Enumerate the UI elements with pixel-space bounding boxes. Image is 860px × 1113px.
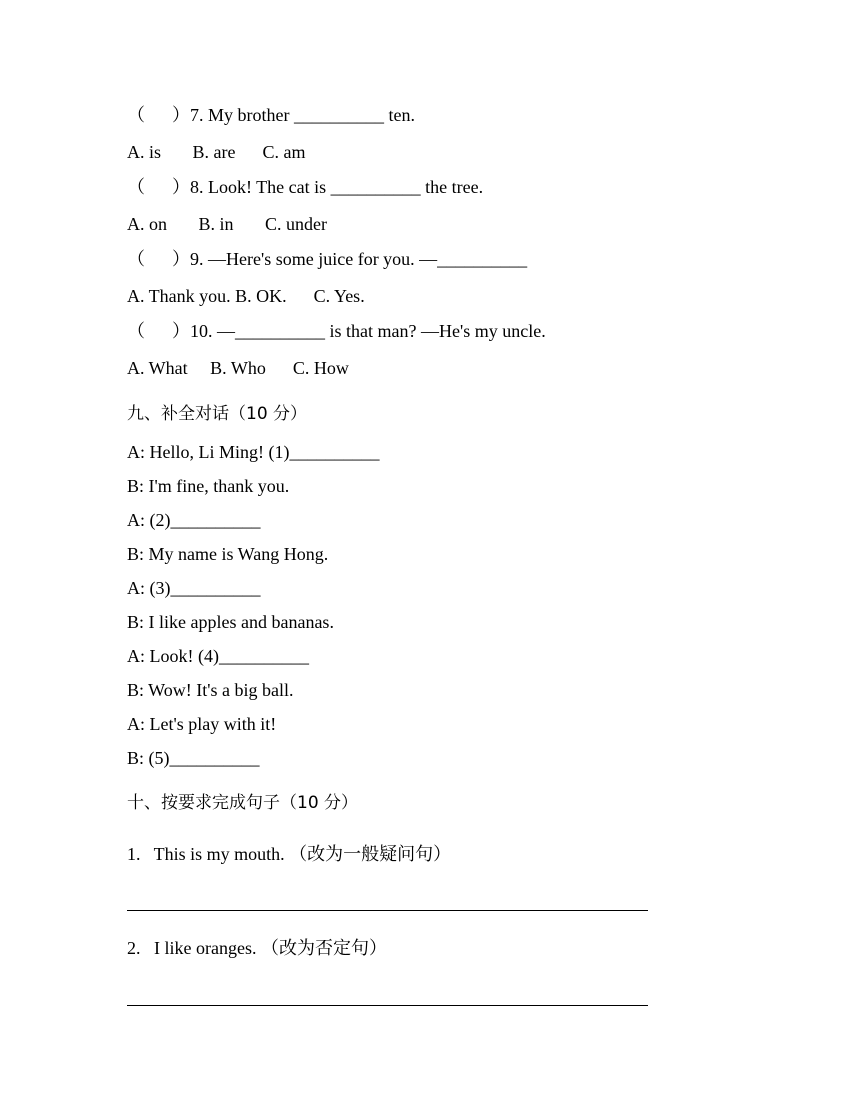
dialogue-line: A: (2)__________	[127, 510, 261, 530]
dialogue-line: A: (3)__________	[127, 578, 261, 598]
dialogue-line: B: (5)__________	[127, 748, 260, 768]
dialogue-line: A: Look! (4)__________	[127, 646, 309, 666]
dialogue-line: B: My name is Wang Hong.	[127, 544, 329, 564]
question-9: （ ）9. —Here's some juice for you. —__________	[127, 249, 528, 269]
section-9-title: 九、补全对话（10 分）	[127, 404, 308, 424]
question-8: （ ）8. Look! The cat is __________ the tree.	[127, 177, 484, 197]
dialogue-line: A: Hello, Li Ming! (1)__________	[127, 442, 380, 462]
question-7: （ ）7. My brother __________ ten.	[127, 105, 415, 125]
question-8-options: A. on B. in C. under	[127, 214, 327, 234]
question-10-options: A. What B. Who C. How	[127, 358, 349, 378]
question-7-options: A. is B. are C. am	[127, 142, 306, 162]
answer-line-2[interactable]	[127, 1005, 648, 1006]
dialogue-line: B: I'm fine, thank you.	[127, 476, 290, 496]
dialogue-line: A: Let's play with it!	[127, 714, 277, 734]
rewrite-item-1: 1. This is my mouth. （改为一般疑问句）	[127, 844, 452, 864]
question-9-options: A. Thank you. B. OK. C. Yes.	[127, 286, 365, 306]
rewrite-item-2: 2. I like oranges. （改为否定句）	[127, 938, 387, 958]
answer-line-1[interactable]	[127, 910, 648, 911]
dialogue-line: B: Wow! It's a big ball.	[127, 680, 294, 700]
question-10: （ ）10. —__________ is that man? —He's my uncle.	[127, 321, 546, 341]
dialogue-line: B: I like apples and bananas.	[127, 612, 334, 632]
section-10-title: 十、按要求完成句子（10 分）	[127, 793, 359, 813]
